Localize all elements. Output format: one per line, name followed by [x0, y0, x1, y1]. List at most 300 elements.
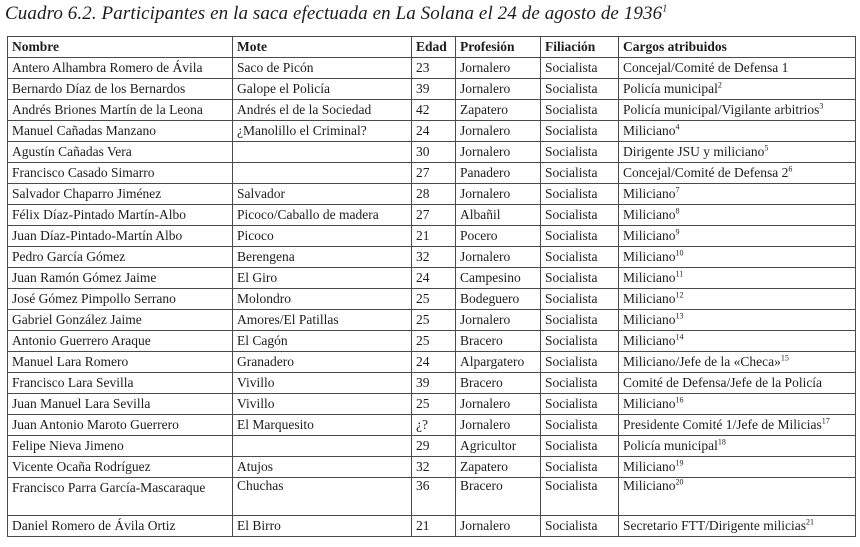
table-row [8, 373, 856, 394]
cell-cargos-text: Comité de Defensa/Jefe de la Policía [623, 375, 823, 390]
cell-mote [233, 331, 412, 352]
cell-cargos [619, 289, 856, 310]
cell-edad-text: 25 [416, 396, 430, 411]
cell-edad-text: 23 [416, 60, 430, 75]
cell-nombre-text: José Gómez Pimpollo Serrano [12, 291, 176, 306]
cell-filiacion [541, 310, 619, 331]
footnote-marker: 4 [675, 122, 680, 132]
cell-edad [412, 100, 456, 121]
cell-profesion [456, 373, 541, 394]
cell-mote-text: Berengena [237, 249, 295, 264]
footnote-marker: 21 [805, 517, 814, 527]
cell-mote [233, 436, 412, 457]
cell-mote-text: Picoco [237, 228, 274, 243]
cell-filiacion-text: Socialista [545, 228, 598, 243]
cell-nombre [8, 478, 233, 516]
footnote-marker: 14 [675, 332, 684, 342]
cell-nombre [8, 310, 233, 331]
cell-cargos-text: Miliciano [623, 291, 676, 306]
cell-profesion-text: Bracero [460, 333, 503, 348]
footnote-marker: 20 [675, 477, 684, 487]
cell-mote [233, 457, 412, 478]
cell-nombre [8, 352, 233, 373]
cell-cargos-text: Miliciano [623, 228, 676, 243]
table-row [8, 58, 856, 79]
table-row [8, 436, 856, 457]
footnote-marker: 3 [819, 101, 824, 111]
cell-mote-text: El Giro [237, 270, 278, 285]
cell-cargos-text: Miliciano [623, 186, 676, 201]
table-row [8, 394, 856, 415]
cell-edad [412, 226, 456, 247]
cell-cargos [619, 184, 856, 205]
cell-nombre [8, 205, 233, 226]
cell-filiacion [541, 142, 619, 163]
cell-filiacion-text: Socialista [545, 438, 598, 453]
cell-edad-text: 36 [416, 478, 430, 493]
footnote-marker: 19 [675, 458, 684, 468]
cell-mote [233, 58, 412, 79]
cell-cargos [619, 58, 856, 79]
table-row [8, 516, 856, 537]
cell-cargos-text: Concejal/Comité de Defensa 1 [623, 60, 789, 75]
cell-profesion-text: Pocero [460, 228, 498, 243]
footnote-marker: 6 [788, 164, 793, 174]
cell-cargos-text: Concejal/Comité de Defensa 2 [623, 165, 789, 180]
cell-nombre-text: Daniel Romero de Ávila Ortiz [12, 518, 176, 533]
cell-cargos-text: Miliciano/Jefe de la «Checa» [623, 354, 781, 369]
cell-mote [233, 478, 412, 516]
cell-mote [233, 373, 412, 394]
header-profesion: Profesión [456, 37, 541, 58]
cell-profesion-text: Jornalero [460, 417, 511, 432]
cell-edad [412, 79, 456, 100]
cell-nombre-text: Juan Díaz-Pintado-Martín Albo [12, 228, 183, 243]
table-row [8, 121, 856, 142]
cell-edad-text: 39 [416, 375, 430, 390]
cell-nombre-text: Manuel Lara Romero [12, 354, 129, 369]
table-row [8, 79, 856, 100]
cell-nombre-text: Manuel Cañadas Manzano [12, 123, 156, 138]
cell-mote [233, 142, 412, 163]
cell-profesion [456, 394, 541, 415]
table-row [8, 163, 856, 184]
cell-profesion-text: Jornalero [460, 312, 511, 327]
cell-cargos-text: Miliciano [623, 207, 676, 222]
cell-filiacion [541, 289, 619, 310]
cell-nombre-text: Agustín Cañadas Vera [12, 144, 132, 159]
table-row [8, 247, 856, 268]
cell-mote [233, 226, 412, 247]
cell-profesion-text: Bracero [460, 375, 503, 390]
cell-edad [412, 415, 456, 436]
cell-cargos-text: Miliciano [623, 459, 676, 474]
cell-cargos-text: Miliciano [623, 333, 676, 348]
cell-filiacion-text: Socialista [545, 207, 598, 222]
cell-filiacion-text: Socialista [545, 102, 598, 117]
cell-mote [233, 516, 412, 537]
cell-filiacion [541, 331, 619, 352]
cell-cargos [619, 79, 856, 100]
cell-mote-text: Picoco/Caballo de madera [237, 207, 379, 222]
cell-nombre-text: Juan Ramón Gómez Jaime [12, 270, 157, 285]
footnote-marker: 12 [675, 290, 684, 300]
footnote-marker: 9 [675, 227, 680, 237]
cell-filiacion-text: Socialista [545, 396, 598, 411]
cell-profesion-text: Bracero [460, 478, 503, 493]
cell-cargos [619, 394, 856, 415]
cell-edad [412, 247, 456, 268]
cell-mote [233, 268, 412, 289]
cell-profesion-text: Zapatero [460, 459, 508, 474]
cell-nombre [8, 121, 233, 142]
footnote-marker: 17 [821, 416, 830, 426]
footnote-marker: 15 [780, 353, 789, 363]
table-row [8, 457, 856, 478]
cell-mote [233, 184, 412, 205]
cell-cargos-text: Presidente Comité 1/Jefe de Milicias [623, 417, 822, 432]
cell-edad-text: 27 [416, 165, 430, 180]
cell-filiacion [541, 436, 619, 457]
cell-edad [412, 163, 456, 184]
cell-edad [412, 352, 456, 373]
cell-profesion [456, 516, 541, 537]
table-caption [5, 3, 667, 25]
cell-mote-text: El Cagón [237, 333, 288, 348]
cell-filiacion [541, 516, 619, 537]
cell-nombre-text: Bernardo Díaz de los Bernardos [12, 81, 186, 96]
cell-cargos-text: Dirigente JSU y miliciano [623, 144, 765, 159]
cell-cargos [619, 163, 856, 184]
cell-filiacion [541, 121, 619, 142]
cell-cargos-text: Miliciano [623, 478, 676, 493]
cell-mote [233, 415, 412, 436]
cell-profesion [456, 226, 541, 247]
table-row [8, 205, 856, 226]
cell-mote-text: Atujos [237, 459, 274, 474]
cell-nombre [8, 436, 233, 457]
cell-filiacion [541, 478, 619, 516]
cell-profesion [456, 247, 541, 268]
cell-profesion-text: Albañil [460, 207, 501, 222]
cell-cargos [619, 268, 856, 289]
cell-mote [233, 163, 412, 184]
cell-profesion-text: Panadero [460, 165, 511, 180]
cell-nombre-text: Andrés Briones Martín de la Leona [12, 102, 203, 117]
cell-nombre [8, 457, 233, 478]
cell-profesion [456, 121, 541, 142]
cell-nombre-text: Vicente Ocaña Rodríguez [12, 459, 151, 474]
header-nombre: Nombre [8, 37, 233, 58]
cell-edad [412, 394, 456, 415]
footnote-marker: 7 [675, 185, 680, 195]
table-row [8, 226, 856, 247]
cell-filiacion [541, 268, 619, 289]
cell-profesion-text: Jornalero [460, 81, 511, 96]
cell-profesion-text: Jornalero [460, 518, 511, 533]
header-edad: Edad [412, 37, 456, 58]
table-header-row [8, 37, 856, 58]
cell-edad [412, 184, 456, 205]
cell-cargos [619, 457, 856, 478]
cell-filiacion-text: Socialista [545, 291, 598, 306]
cell-nombre [8, 58, 233, 79]
cell-filiacion-text: Socialista [545, 270, 598, 285]
cell-profesion-text: Jornalero [460, 60, 511, 75]
cell-edad-text: 27 [416, 207, 430, 222]
cell-cargos-text: Policía municipal [623, 438, 718, 453]
cell-filiacion [541, 415, 619, 436]
cell-nombre [8, 184, 233, 205]
cell-profesion [456, 184, 541, 205]
cell-mote [233, 100, 412, 121]
table-row [8, 142, 856, 163]
cell-filiacion-text: Socialista [545, 81, 598, 96]
header-cargos: Cargos atribuidos [619, 37, 856, 58]
cell-filiacion [541, 79, 619, 100]
cell-edad [412, 457, 456, 478]
table-row [8, 268, 856, 289]
cell-nombre-text: Pedro García Gómez [12, 249, 126, 264]
participants-table [7, 36, 856, 537]
table-row [8, 289, 856, 310]
cell-nombre [8, 247, 233, 268]
cell-filiacion-text: Socialista [545, 478, 598, 493]
cell-nombre [8, 226, 233, 247]
footnote-marker: 11 [675, 269, 684, 279]
cell-mote-text: El Marquesito [237, 417, 314, 432]
cell-mote-text: Vivillo [237, 396, 275, 411]
cell-nombre [8, 163, 233, 184]
cell-profesion [456, 457, 541, 478]
table-row [8, 100, 856, 121]
cell-cargos [619, 436, 856, 457]
cell-mote-text: Saco de Picón [237, 60, 314, 75]
cell-edad [412, 516, 456, 537]
cell-nombre [8, 142, 233, 163]
cell-nombre [8, 415, 233, 436]
cell-profesion-text: Jornalero [460, 144, 511, 159]
cell-profesion [456, 289, 541, 310]
cell-nombre-text: Antonio Guerrero Araque [12, 333, 151, 348]
cell-filiacion [541, 58, 619, 79]
cell-cargos-text: Miliciano [623, 123, 676, 138]
cell-cargos [619, 100, 856, 121]
cell-edad [412, 205, 456, 226]
cell-edad [412, 436, 456, 457]
cell-filiacion [541, 100, 619, 121]
cell-profesion [456, 352, 541, 373]
cell-filiacion-text: Socialista [545, 459, 598, 474]
table-row [8, 415, 856, 436]
cell-cargos-text: Miliciano [623, 312, 676, 327]
cell-edad-text: 21 [416, 518, 430, 533]
cell-profesion [456, 100, 541, 121]
cell-edad [412, 142, 456, 163]
cell-cargos-text: Policía municipal [623, 81, 718, 96]
cell-edad-text: 42 [416, 102, 430, 117]
cell-profesion-text: Jornalero [460, 186, 511, 201]
footnote-marker: 8 [675, 206, 680, 216]
cell-profesion-text: Jornalero [460, 249, 511, 264]
cell-mote [233, 247, 412, 268]
cell-mote-text: Molondro [237, 291, 291, 306]
cell-filiacion-text: Socialista [545, 375, 598, 390]
footnote-marker: 18 [717, 437, 726, 447]
cell-nombre [8, 289, 233, 310]
cell-profesion-text: Jornalero [460, 396, 511, 411]
cell-mote-text: Amores/El Patillas [237, 312, 339, 327]
cell-cargos [619, 415, 856, 436]
cell-filiacion-text: Socialista [545, 60, 598, 75]
footnote-marker: 16 [675, 395, 684, 405]
cell-profesion-text: Agricultor [460, 438, 517, 453]
cell-edad [412, 373, 456, 394]
cell-edad-text: 24 [416, 354, 430, 369]
footnote-marker: 2 [717, 80, 722, 90]
cell-filiacion [541, 205, 619, 226]
cell-cargos-text: Secretario FTT/Dirigente milicias [623, 518, 806, 533]
cell-nombre [8, 79, 233, 100]
table-row [8, 310, 856, 331]
header-filiacion: Filiación [541, 37, 619, 58]
cell-profesion [456, 58, 541, 79]
cell-cargos [619, 205, 856, 226]
cell-mote [233, 394, 412, 415]
cell-profesion [456, 310, 541, 331]
cell-filiacion [541, 457, 619, 478]
table-row [8, 184, 856, 205]
cell-nombre-text: Antero Alhambra Romero de Ávila [12, 60, 203, 75]
cell-filiacion-text: Socialista [545, 165, 598, 180]
cell-profesion-text: Campesino [460, 270, 521, 285]
cell-nombre [8, 268, 233, 289]
cell-filiacion [541, 184, 619, 205]
cell-nombre [8, 516, 233, 537]
cell-profesion-text: Bodeguero [460, 291, 520, 306]
cell-nombre-text: Juan Manuel Lara Sevilla [12, 396, 151, 411]
cell-edad [412, 331, 456, 352]
cell-profesion [456, 436, 541, 457]
cell-nombre [8, 331, 233, 352]
cell-edad [412, 268, 456, 289]
cell-nombre-text: Gabriel González Jaime [12, 312, 142, 327]
cell-filiacion-text: Socialista [545, 186, 598, 201]
cell-filiacion [541, 247, 619, 268]
cell-profesion [456, 163, 541, 184]
cell-cargos [619, 142, 856, 163]
cell-cargos [619, 226, 856, 247]
cell-edad-text: 39 [416, 81, 430, 96]
cell-cargos [619, 121, 856, 142]
cell-cargos-text: Miliciano [623, 249, 676, 264]
cell-mote-text: ¿Manolillo el Criminal? [237, 123, 367, 138]
cell-mote [233, 121, 412, 142]
cell-filiacion-text: Socialista [545, 249, 598, 264]
table-body [8, 58, 856, 537]
cell-profesion [456, 79, 541, 100]
cell-profesion [456, 268, 541, 289]
cell-nombre [8, 394, 233, 415]
cell-mote-text: Salvador [237, 186, 285, 201]
cell-profesion-text: Zapatero [460, 102, 508, 117]
table-row [8, 331, 856, 352]
cell-filiacion [541, 163, 619, 184]
cell-profesion [456, 415, 541, 436]
footnote-marker: 13 [675, 311, 684, 321]
cell-filiacion-text: Socialista [545, 333, 598, 348]
cell-profesion-text: Alpargatero [460, 354, 525, 369]
cell-mote-text: Chuchas [237, 478, 284, 493]
cell-edad-text: 24 [416, 270, 430, 285]
cell-cargos [619, 478, 856, 516]
cell-edad-text: ¿? [416, 417, 428, 432]
cell-mote [233, 289, 412, 310]
cell-cargos [619, 352, 856, 373]
cell-mote-text: Andrés el de la Sociedad [237, 102, 372, 117]
cell-nombre-text: Salvador Chaparro Jiménez [12, 186, 162, 201]
cell-nombre-text: Félix Díaz-Pintado Martín-Albo [12, 207, 186, 222]
cell-edad-text: 30 [416, 144, 430, 159]
cell-nombre-text: Francisco Lara Sevilla [12, 375, 134, 390]
cell-profesion-text: Jornalero [460, 123, 511, 138]
cell-edad-text: 32 [416, 249, 430, 264]
cell-cargos [619, 331, 856, 352]
cell-filiacion-text: Socialista [545, 417, 598, 432]
cell-edad [412, 58, 456, 79]
cell-profesion [456, 142, 541, 163]
cell-edad-text: 32 [416, 459, 430, 474]
cell-filiacion [541, 394, 619, 415]
cell-edad [412, 121, 456, 142]
cell-filiacion-text: Socialista [545, 518, 598, 533]
cell-cargos [619, 247, 856, 268]
cell-edad-text: 24 [416, 123, 430, 138]
cell-edad-text: 25 [416, 291, 430, 306]
header-mote: Mote [233, 37, 412, 58]
cell-edad [412, 478, 456, 516]
cell-nombre-text: Juan Antonio Maroto Guerrero [12, 417, 179, 432]
cell-mote [233, 205, 412, 226]
cell-nombre-text: Francisco Parra García-Mascaraque [12, 480, 206, 495]
cell-filiacion-text: Socialista [545, 123, 598, 138]
cell-mote-text: Granadero [237, 354, 294, 369]
table-row [8, 352, 856, 373]
cell-edad-text: 28 [416, 186, 430, 201]
cell-nombre-text: Felipe Nieva Jimeno [12, 438, 124, 453]
cell-edad-text: 25 [416, 333, 430, 348]
cell-filiacion-text: Socialista [545, 354, 598, 369]
cell-profesion [456, 331, 541, 352]
cell-nombre-text: Francisco Casado Simarro [12, 165, 155, 180]
cell-edad [412, 289, 456, 310]
cell-mote-text: Vivillo [237, 375, 275, 390]
cell-edad-text: 25 [416, 312, 430, 327]
cell-profesion [456, 478, 541, 516]
cell-filiacion [541, 373, 619, 394]
cell-edad [412, 310, 456, 331]
cell-filiacion [541, 226, 619, 247]
footnote-marker: 5 [764, 143, 769, 153]
cell-profesion [456, 205, 541, 226]
table-row [8, 478, 856, 516]
cell-cargos [619, 516, 856, 537]
cell-cargos [619, 373, 856, 394]
table-caption-text: Cuadro 6.2. Participantes en la saca efectuada en La Solana el 24 de agosto de 1936 [5, 3, 663, 24]
cell-mote-text: Galope el Policía [237, 81, 330, 96]
cell-mote-text: El Birro [237, 518, 281, 533]
cell-edad-text: 29 [416, 438, 430, 453]
